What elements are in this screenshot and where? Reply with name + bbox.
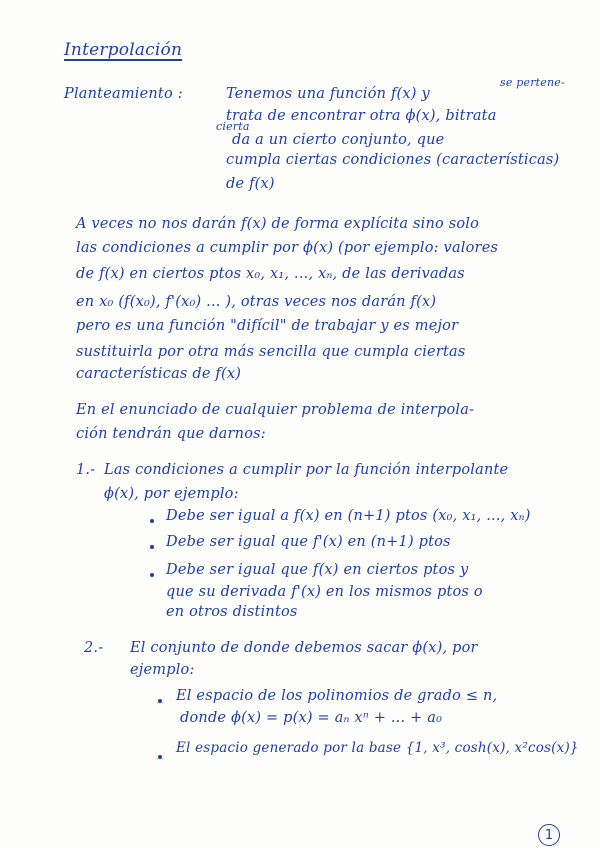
bullet-text: El espacio de los polinomios de grado ≤ n, [176, 688, 498, 704]
page-number: 1 [538, 824, 560, 846]
bullet-dot [150, 519, 154, 523]
planteamiento-line: Tenemos una función f(x) y [226, 86, 430, 102]
bullet-text: El espacio generado por la base {1, x³, cosh(x), x²cos(x)} [176, 740, 579, 756]
item-line: ϕ(x), por ejemplo: [104, 486, 239, 502]
planteamiento-note-top: se pertene- [500, 76, 565, 89]
page-title: Interpolación [64, 40, 183, 60]
planteamiento-line: da a un cierto conjunto, que [232, 132, 445, 148]
paragraph-line: características de f(x) [76, 366, 242, 382]
bullet-continuation: donde ϕ(x) = p(x) = aₙ xⁿ + ... + a₀ [180, 710, 443, 726]
bullet-continuation: que su derivada f'(x) en los mismos ptos o [166, 584, 483, 600]
item-number: 1.- [76, 462, 96, 478]
bullet-dot [150, 573, 154, 577]
bullet-text: Debe ser igual que f(x) en ciertos ptos y [166, 562, 469, 578]
paragraph-line: A veces no nos darán f(x) de forma explícita sino solo [76, 216, 480, 232]
paragraph-line: pero es una función "difícil" de trabajar y es mejor [76, 318, 459, 334]
planteamiento-label: Planteamiento : [64, 86, 183, 102]
paragraph-line: las condiciones a cumplir por ϕ(x) (por ejemplo: valores [76, 240, 499, 256]
item-line: Las condiciones a cumplir por la función interpolante [104, 462, 509, 478]
bullet-continuation: en otros distintos [166, 604, 298, 620]
planteamiento-line: cumpla ciertas condiciones (características) [226, 152, 560, 168]
paragraph-line: sustituirla por otra más sencilla que cumpla ciertas [76, 344, 466, 360]
bullet-dot [150, 545, 154, 549]
paragraph-line: de f(x) en ciertos ptos x₀, x₁, ..., xₙ, de las derivadas [76, 266, 465, 282]
bullet-dot [158, 699, 162, 703]
enunciado-line: ción tendrán que darnos: [76, 426, 266, 442]
enunciado-line: En el enunciado de cualquier problema de interpola- [76, 402, 475, 418]
bullet-text: Debe ser igual a f(x) en (n+1) ptos (x₀, x₁, ..., xₙ) [166, 508, 531, 524]
planteamiento-line: trata de encontrar otra ϕ(x), bitrata [226, 108, 497, 124]
planteamiento-line: de f(x) [226, 176, 275, 192]
paragraph-line: en x₀ (f(x₀), f'(x₀) ... ), otras veces nos darán f(x) [76, 294, 437, 310]
bullet-text: Debe ser igual que f'(x) en (n+1) ptos [166, 534, 451, 550]
planteamiento-note-cierta: cierta [216, 120, 250, 133]
item-number: 2.- [84, 640, 104, 656]
item-line: El conjunto de donde debemos sacar ϕ(x), por [130, 640, 478, 656]
bullet-dot [158, 755, 162, 759]
item-line: ejemplo: [130, 662, 195, 678]
